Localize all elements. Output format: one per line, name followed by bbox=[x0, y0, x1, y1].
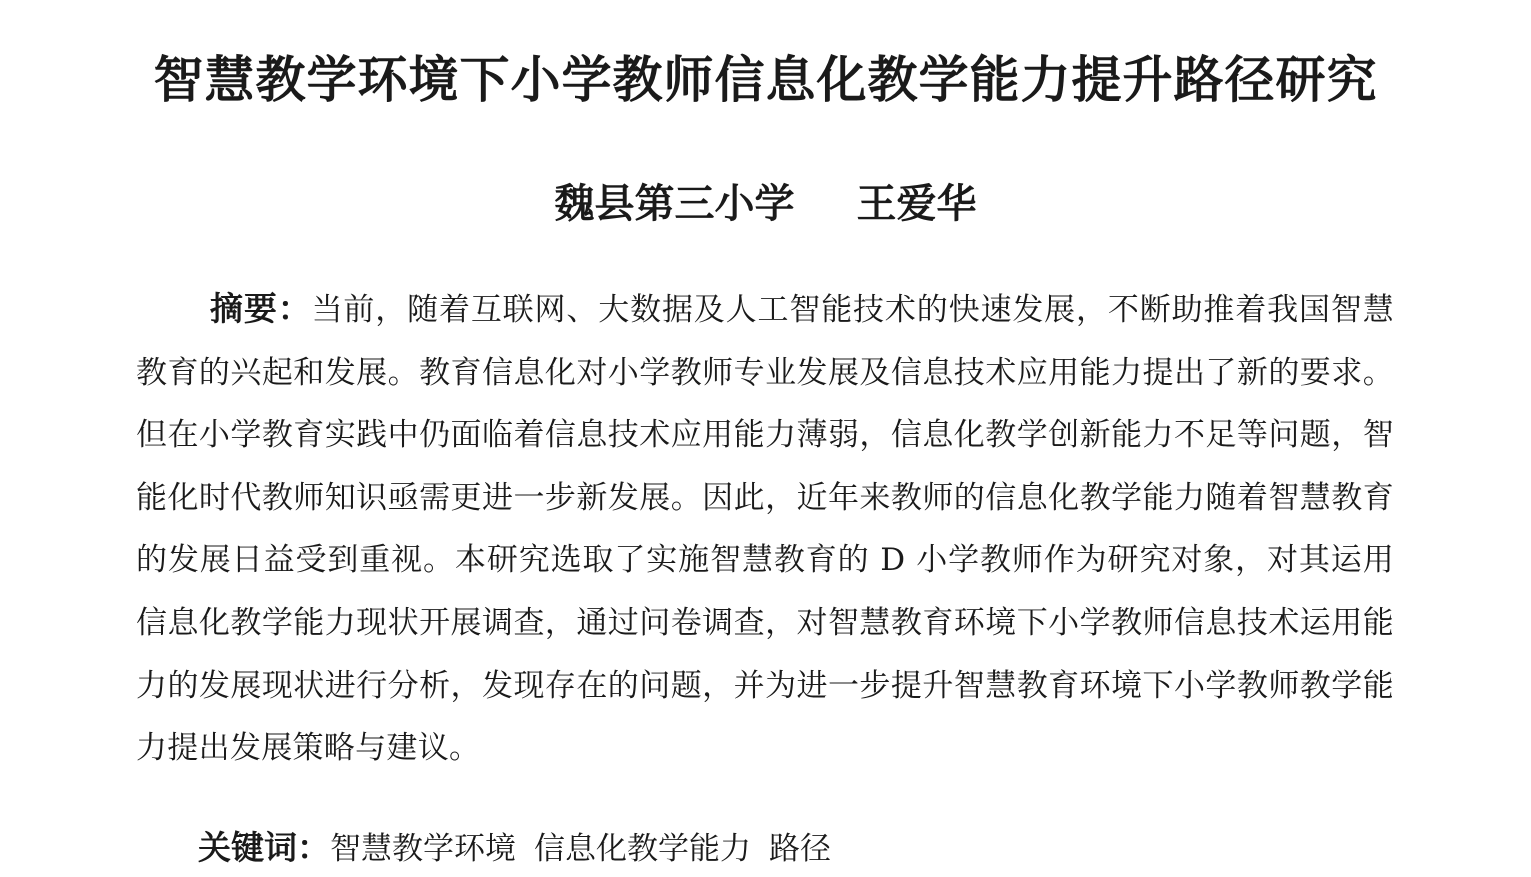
abstract-paragraph bbox=[136, 278, 1394, 780]
keywords-label: 关键词： bbox=[198, 828, 330, 867]
abstract-text: 当前，随着互联网、大数据及人工智能技术的快速发展，不断助推着我国智慧教育的兴起和发展。教育信息化对小学教师专业发展及信息技术应用能力提出了新的要求。但在小学教育实践中仍面临着信息技术应用能力薄弱，信息化教学创新能力不足等问题，智能化时代教师知识亟需更进一步新发展。因此，近年来教师的信息化教学能力随着智慧教育的发展日益受到重视。本研究选取了实施智慧教育的 D 小学教师作为研究对象，对其运用信息化教学能力现状开展调查，通过问卷调查，对智慧教育环境下小学教师信息技术运用能力的发展现状进行分析，发现存在的问题，并为进一步提升智慧教育环境下小学教师教学能力提出发展策略与建议。 bbox=[136, 292, 1394, 767]
abstract-label: 摘要： bbox=[210, 289, 312, 328]
paper-title: 智慧教学环境下小学教师信息化教学能力提升路径研究 bbox=[153, 50, 1378, 109]
author-affiliation: 魏县第三小学 bbox=[554, 180, 795, 227]
author-line bbox=[0, 176, 1531, 232]
keywords-line bbox=[198, 820, 1398, 877]
author-name: 王爱华 bbox=[856, 180, 977, 227]
keyword-item: 路径 bbox=[769, 831, 831, 867]
keyword-item: 信息化教学能力 bbox=[534, 831, 751, 867]
keyword-item: 智慧教学环境 bbox=[330, 831, 516, 867]
